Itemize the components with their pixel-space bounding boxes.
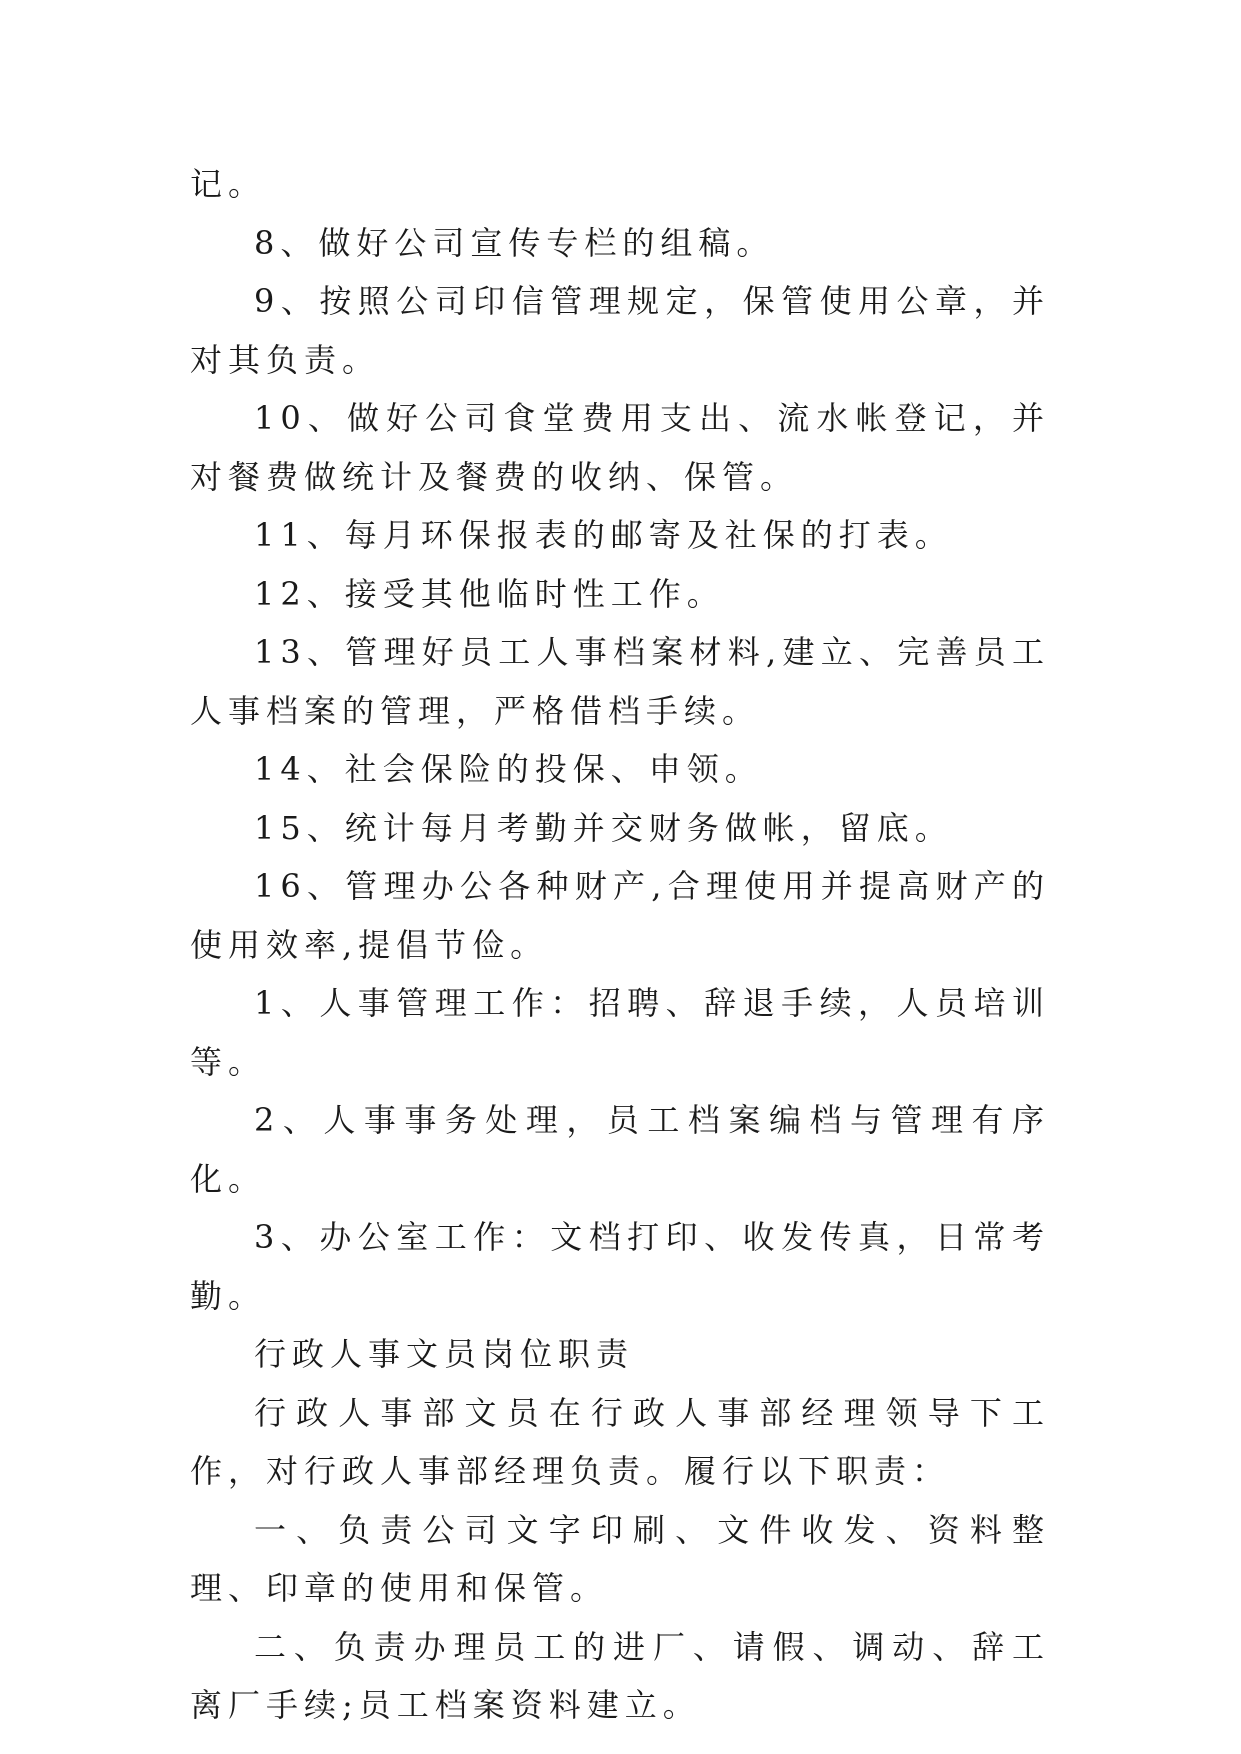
paragraph-intro: 行政人事部文员在行政人事部经理领导下工作，对行政人事部经理负责。履行以下职责： — [190, 1393, 1050, 1490]
paragraph-item-11: 11、每月环保报表的邮寄及社保的打表。 — [254, 516, 953, 554]
paragraph-duty-1: 1、人事管理工作：招聘、辞退手续，人员培训等。 — [190, 984, 1050, 1081]
paragraph-duty-3: 3、办公室工作：文档打印、收发传真，日常考勤。 — [190, 1218, 1050, 1315]
paragraph-item-14: 14、社会保险的投保、申领。 — [254, 750, 763, 788]
paragraph-duty-2: 2、人事事务处理，员工档案编档与管理有序化。 — [190, 1101, 1050, 1198]
paragraph-item-12: 12、接受其他临时性工作。 — [254, 574, 725, 613]
paragraph-item-9: 9、按照公司印信管理规定，保管使用公章，并对其负责。 — [190, 282, 1050, 379]
paragraph-item-13: 13、管理好员工人事档案材料,建立、完善员工人事档案的管理，严格借档手续。 — [190, 633, 1050, 730]
paragraph-item-10: 10、做好公司食堂费用支出、流水帐登记，并对餐费做统计及餐费的收纳、保管。 — [190, 399, 1050, 496]
paragraph-duty-two: 二、负责办理员工的进厂、请假、调动、辞工离厂手续;员工档案资料建立。 — [190, 1627, 1050, 1724]
section-heading: 行政人事文员岗位职责 — [254, 1335, 635, 1373]
paragraph-duty-one: 一、负责公司文字印刷、文件收发、资料整理、印章的使用和保管。 — [190, 1510, 1050, 1607]
paragraph-item-16: 16、管理办公各种财产,合理使用并提高财产的使用效率,提倡节俭。 — [190, 867, 1050, 964]
paragraph-item-15: 15、统计每月考勤并交财务做帐，留底。 — [254, 808, 953, 847]
paragraph-continuation: 记。 — [190, 165, 267, 203]
document-body — [190, 155, 1050, 1735]
paragraph-item-8: 8、做好公司宣传专栏的组稿。 — [254, 223, 775, 262]
